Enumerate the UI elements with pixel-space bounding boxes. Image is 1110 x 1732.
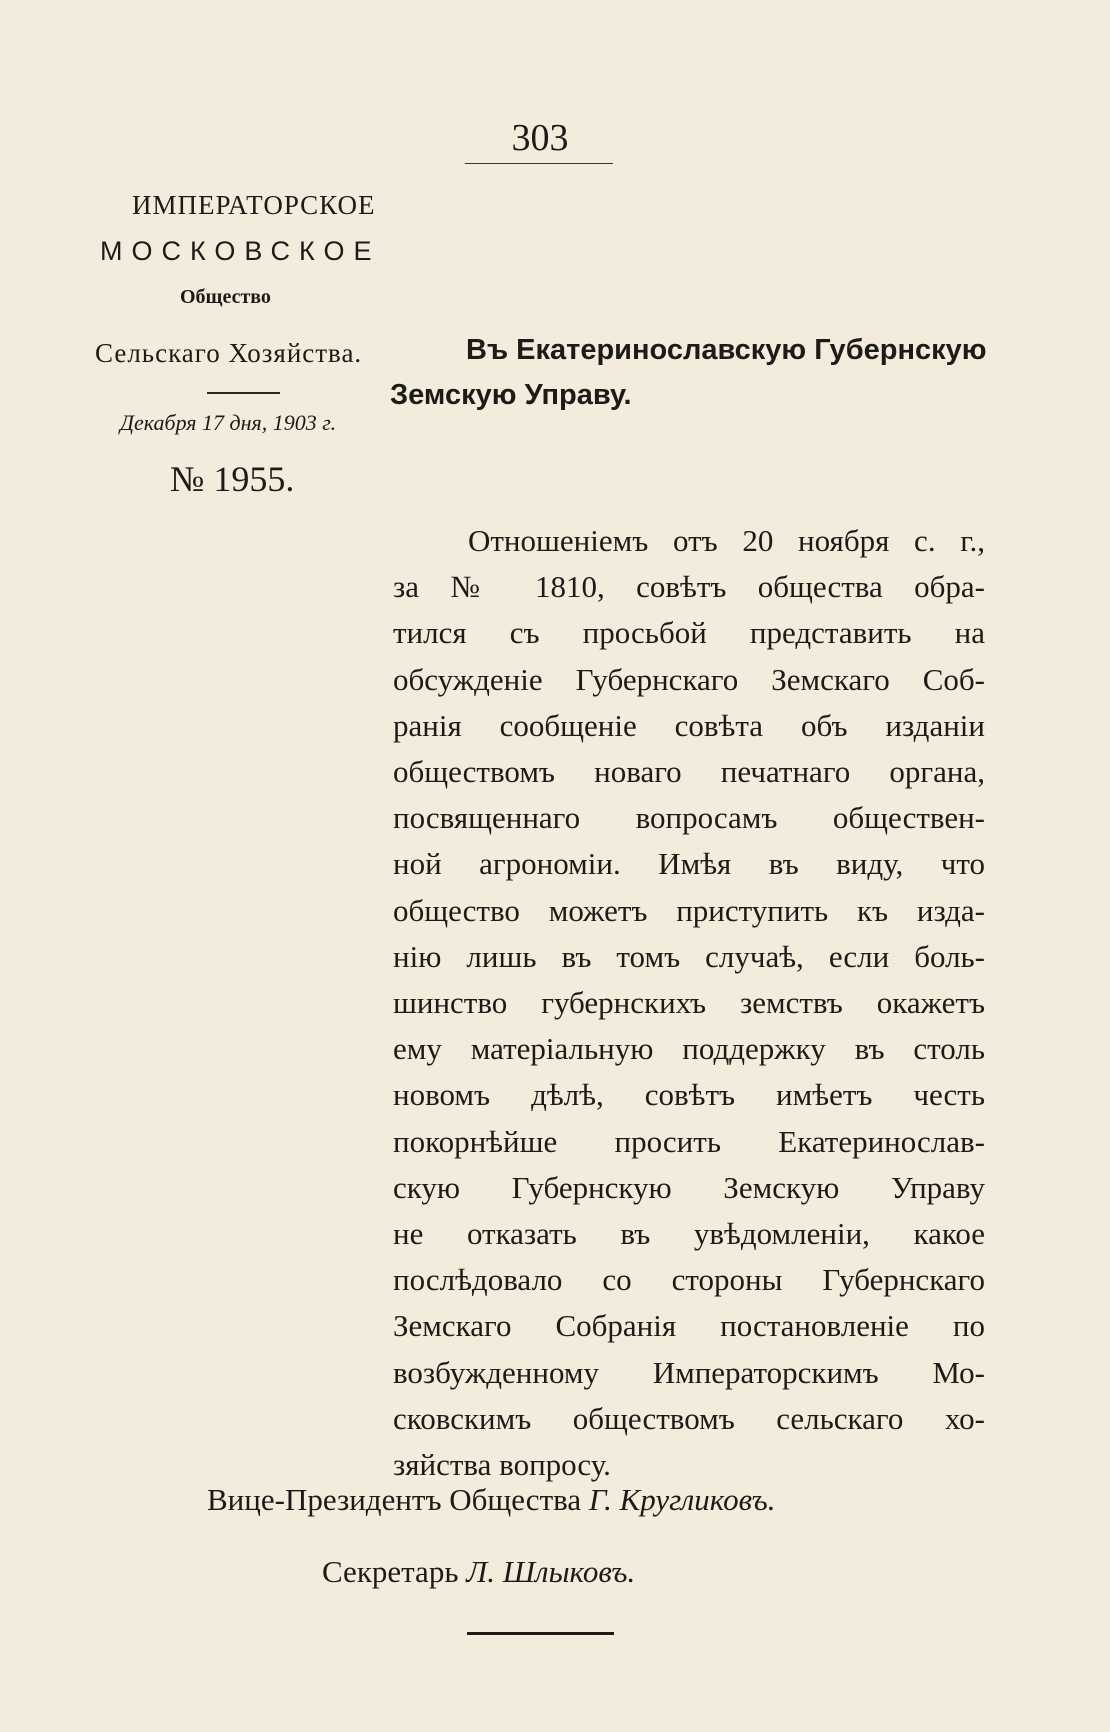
document-number: № 1955. xyxy=(170,459,295,499)
vice-president-title: Вице-Президентъ Общества xyxy=(207,1482,582,1517)
body-line: общество можетъ приступить къ изда- xyxy=(393,892,985,928)
addressee-line-2: Земскую Управу. xyxy=(390,379,632,411)
body-line: покорнѣйше просить Екатеринослав- xyxy=(393,1123,985,1159)
letter-body xyxy=(393,518,985,1488)
secretary-signature xyxy=(322,1554,635,1590)
closing-rule xyxy=(467,1632,614,1635)
body-line: посвященнаго вопросамъ обществен- xyxy=(393,800,985,836)
body-line: обсужденіе Губернскаго Земскаго Соб- xyxy=(393,661,985,697)
header-imperial: ИМПЕРАТОРСКОЕ xyxy=(132,190,376,220)
page-number: 303 xyxy=(511,117,569,159)
header-society: Общество xyxy=(180,286,271,308)
body-line: зяйства вопросу. xyxy=(393,1447,611,1483)
body-line: ранія сообщеніе совѣта объ изданіи xyxy=(393,707,985,743)
body-line: тился съ просьбой представить на xyxy=(393,615,985,651)
body-line: Отношеніемъ отъ 20 ноября с. г., xyxy=(468,523,985,558)
body-line: сковскимъ обществомъ сельскаго хо- xyxy=(393,1400,985,1436)
body-line: за № 1810, совѣтъ общества обра- xyxy=(393,569,985,605)
body-line: обществомъ новаго печатнаго органа, xyxy=(393,754,985,790)
addressee xyxy=(390,328,987,418)
body-line: ему матеріальную поддержку въ столь xyxy=(393,1031,985,1067)
body-line: не отказать въ увѣдомленіи, какое xyxy=(393,1216,985,1252)
vice-president-signature xyxy=(207,1482,776,1518)
body-line: нію лишь въ томъ случаѣ, если боль- xyxy=(393,938,985,974)
addressee-line-1: Въ Екатеринославскую Губернскую xyxy=(466,334,987,366)
vice-president-name: Г. Кругликовъ. xyxy=(588,1482,776,1517)
body-line: Земскаго Собранія постановленіе по xyxy=(393,1308,985,1344)
header-agriculture: Сельскаго Хозяйства. xyxy=(95,338,363,368)
body-line: шинство губернскихъ земствъ окажетъ xyxy=(393,985,985,1021)
body-line: скую Губернскую Земскую Управу xyxy=(393,1169,985,1205)
secretary-name: Л. Шлыковъ. xyxy=(466,1554,636,1589)
header-divider xyxy=(207,392,280,394)
page-number-rule xyxy=(465,163,613,164)
body-line: новомъ дѣлѣ, совѣтъ имѣетъ честь xyxy=(393,1077,985,1113)
body-line: ной агрономіи. Имѣя въ виду, что xyxy=(393,846,985,882)
body-line: послѣдовало со стороны Губернскаго xyxy=(393,1262,985,1298)
body-line: возбужденному Императорскимъ Мо- xyxy=(393,1354,985,1390)
header-moscow: МОСКОВСКОЕ xyxy=(100,236,381,266)
secretary-title: Секретарь xyxy=(322,1554,459,1589)
header-date: Декабря 17 дня, 1903 г. xyxy=(120,410,337,435)
